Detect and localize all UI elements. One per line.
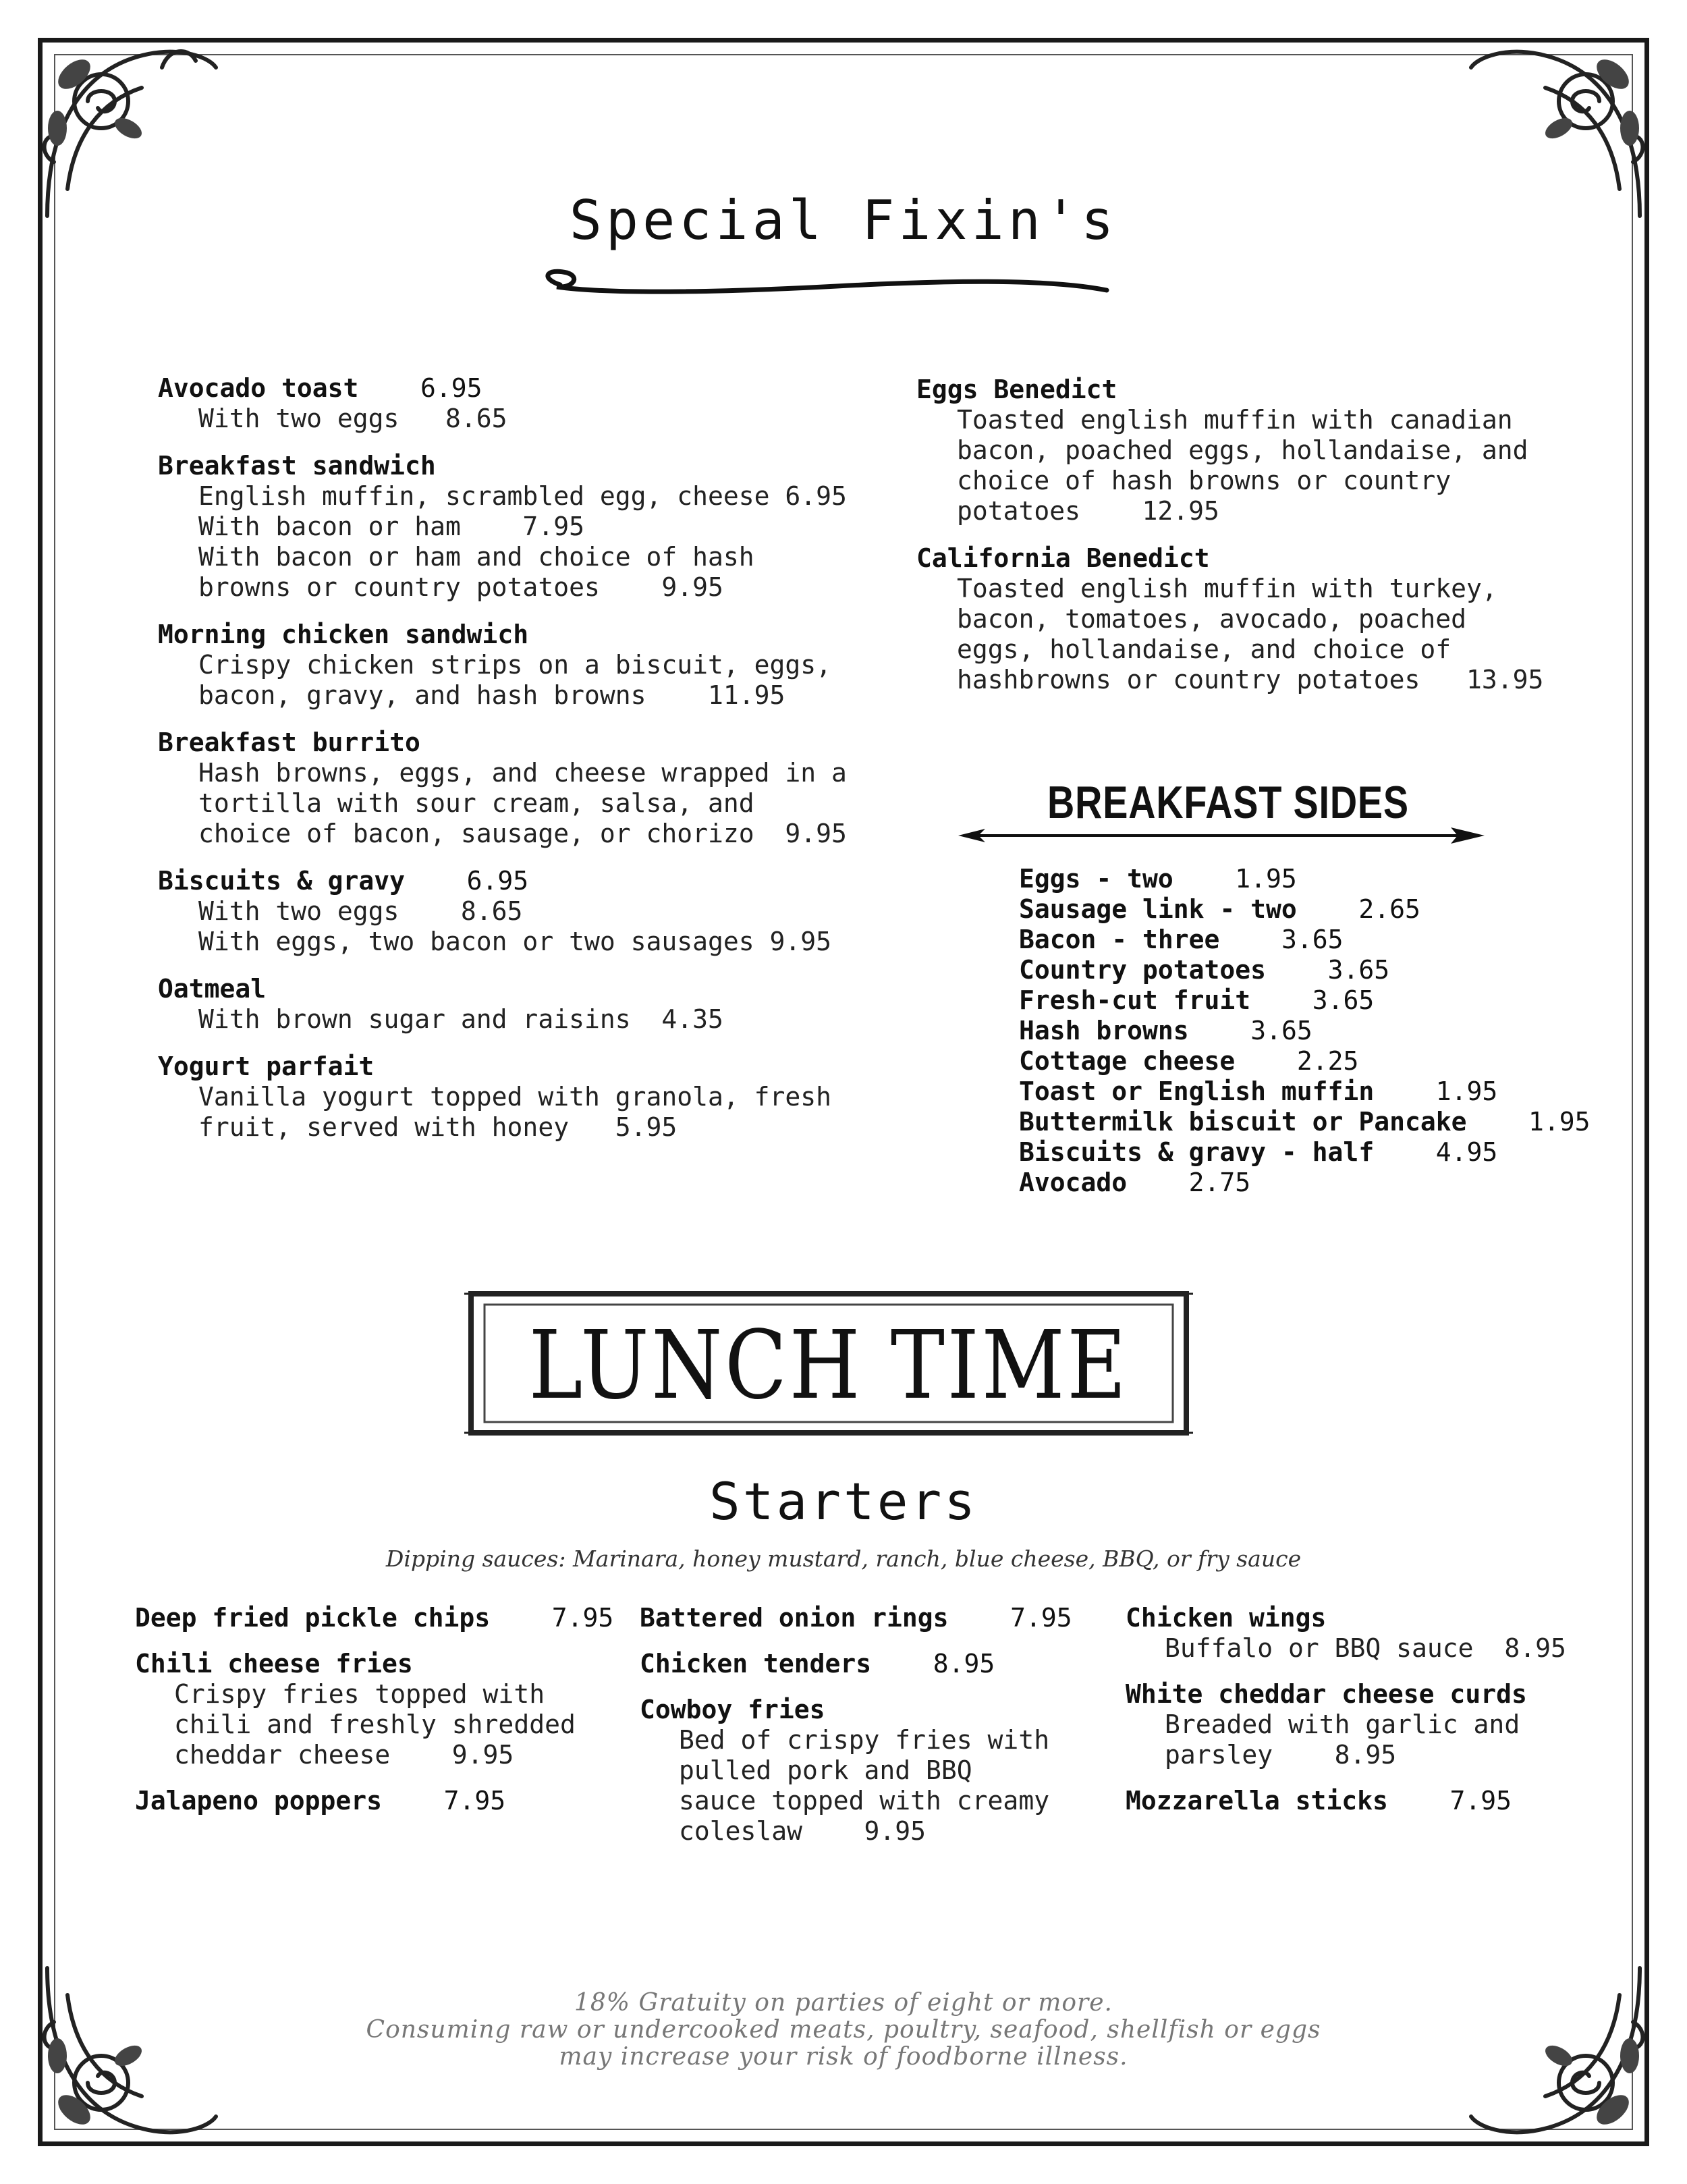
menu-item	[135, 1785, 613, 1816]
item-description: pulled pork and BBQ	[679, 1755, 972, 1785]
side-name: Hash browns	[1019, 1016, 1189, 1045]
item-description: fruit, served with honey 5.95	[198, 1112, 677, 1142]
item-description: browns or country potatoes 9.95	[198, 572, 723, 602]
item-name: Oatmeal	[158, 974, 267, 1004]
special-left-column	[158, 373, 900, 1159]
breakfast-sides-list	[1019, 864, 1591, 1198]
item-name: California Benedict	[916, 543, 1210, 573]
special-right-column	[916, 374, 1591, 711]
item-description: With bacon or ham and choice of hash	[198, 542, 754, 572]
side-price: 1.95	[1235, 864, 1297, 894]
side-item	[1019, 955, 1591, 985]
side-price: 3.65	[1281, 925, 1344, 954]
item-name: Battered onion rings	[640, 1603, 949, 1633]
side-name: Buttermilk biscuit or Pancake	[1019, 1107, 1467, 1137]
side-price: 3.65	[1327, 955, 1390, 985]
starters-column-1	[135, 1602, 613, 1831]
side-price: 4.95	[1435, 1137, 1498, 1167]
menu-item	[135, 1602, 613, 1633]
item-name: White cheddar cheese curds	[1126, 1679, 1527, 1709]
side-price: 1.95	[1435, 1076, 1498, 1106]
side-name: Biscuits & gravy - half	[1019, 1137, 1375, 1167]
side-price: 1.95	[1528, 1107, 1591, 1137]
item-name: Morning chicken sandwich	[158, 620, 529, 649]
item-name: Eggs Benedict	[916, 375, 1117, 404]
side-name: Bacon - three	[1019, 925, 1220, 954]
menu-item	[1126, 1678, 1566, 1770]
item-name: Avocado toast	[158, 373, 359, 403]
item-name: Mozzarella sticks	[1126, 1786, 1388, 1816]
item-description: Buffalo or BBQ sauce 8.95	[1165, 1633, 1566, 1663]
side-item	[1019, 1107, 1591, 1137]
item-description: eggs, hollandaise, and choice of	[957, 634, 1451, 664]
side-price: 3.65	[1312, 985, 1375, 1015]
side-item	[1019, 1016, 1591, 1046]
item-name: Cowboy fries	[640, 1695, 825, 1724]
side-name: Cottage cheese	[1019, 1046, 1236, 1076]
side-item	[1019, 894, 1591, 925]
item-price: 7.95	[551, 1603, 614, 1633]
side-name: Avocado	[1019, 1168, 1128, 1197]
menu-item	[158, 727, 900, 849]
item-price: 6.95	[466, 866, 529, 896]
item-name: Breakfast sandwich	[158, 451, 436, 481]
item-name: Chili cheese fries	[135, 1649, 413, 1678]
side-item	[1019, 1137, 1591, 1168]
item-name: Breakfast burrito	[158, 728, 420, 757]
item-name: Chicken wings	[1126, 1603, 1327, 1633]
sides-arrow-divider	[951, 822, 1491, 849]
starters-column-2	[640, 1602, 1072, 1861]
item-name: Jalapeno poppers	[135, 1786, 383, 1816]
side-name: Fresh-cut fruit	[1019, 985, 1251, 1015]
item-description: Crispy fries topped with	[174, 1679, 545, 1709]
item-description: tortilla with sour cream, salsa, and	[198, 788, 754, 818]
item-description: choice of hash browns or country	[957, 466, 1451, 495]
side-price: 2.65	[1358, 894, 1420, 924]
item-description: English muffin, scrambled egg, cheese 6.95	[198, 481, 847, 511]
item-description: Crispy chicken strips on a biscuit, eggs,	[198, 650, 831, 680]
menu-item	[158, 973, 900, 1035]
item-name: Yogurt parfait	[158, 1052, 375, 1081]
item-name: Chicken tenders	[640, 1649, 872, 1678]
item-description: With two eggs 8.65	[198, 896, 523, 926]
item-description: With brown sugar and raisins 4.35	[198, 1004, 723, 1034]
item-description: sauce topped with creamy	[679, 1786, 1050, 1816]
menu-item	[158, 373, 900, 434]
item-description: With eggs, two bacon or two sausages 9.95	[198, 927, 831, 956]
special-fixins-title: Special Fixin's	[569, 189, 1118, 252]
item-description: potatoes 12.95	[957, 496, 1219, 526]
item-price: 7.95	[1010, 1603, 1072, 1633]
item-description: Breaded with garlic and	[1165, 1710, 1520, 1739]
side-price: 2.75	[1188, 1168, 1251, 1197]
food-safety-warning-2: may increase your risk of foodborne illness.	[559, 2043, 1128, 2071]
menu-item	[1126, 1602, 1566, 1664]
item-description: bacon, poached eggs, hollandaise, and	[957, 435, 1528, 465]
item-price: 6.95	[420, 373, 482, 403]
item-price: 7.95	[443, 1786, 506, 1816]
food-safety-warning-1: Consuming raw or undercooked meats, poultry, seafood, shellfish or eggs	[366, 2016, 1321, 2044]
item-description: Bed of crispy fries with	[679, 1725, 1050, 1755]
item-description: hashbrowns or country potatoes 13.95	[957, 665, 1544, 694]
menu-item	[158, 1051, 900, 1143]
side-item	[1019, 864, 1591, 894]
item-description: bacon, gravy, and hash browns 11.95	[198, 680, 785, 710]
menu-item	[158, 450, 900, 603]
breakfast-sides-title: BREAKFAST SIDES	[1047, 777, 1409, 828]
menu-item	[916, 543, 1591, 695]
menu-item	[640, 1648, 1072, 1679]
side-item	[1019, 1168, 1591, 1198]
menu-item	[158, 619, 900, 711]
menu-item	[640, 1694, 1072, 1847]
dipping-sauces-note: Dipping sauces: Marinara, honey mustard, ranch, blue cheese, BBQ, or fry sauce	[385, 1546, 1302, 1572]
side-name: Sausage link - two	[1019, 894, 1297, 924]
item-name: Deep fried pickle chips	[135, 1603, 491, 1633]
item-price: 8.95	[933, 1649, 995, 1678]
side-price: 3.65	[1250, 1016, 1312, 1045]
side-item	[1019, 1046, 1591, 1076]
side-price: 2.25	[1296, 1046, 1359, 1076]
item-price: 7.95	[1449, 1786, 1512, 1816]
item-description: Vanilla yogurt topped with granola, fresh	[198, 1082, 831, 1112]
lunch-time-title: LUNCH TIME	[528, 1311, 1129, 1421]
side-name: Country potatoes	[1019, 955, 1267, 985]
starters-column-3	[1126, 1602, 1566, 1831]
item-description: bacon, tomatoes, avocado, poached	[957, 604, 1466, 634]
menu-item	[158, 865, 900, 957]
side-item	[1019, 985, 1591, 1016]
starters-title: Starters	[709, 1471, 978, 1531]
item-description: With bacon or ham 7.95	[198, 512, 584, 541]
item-description: Toasted english muffin with canadian	[957, 405, 1513, 435]
menu-item	[640, 1602, 1072, 1633]
item-description: Hash browns, eggs, and cheese wrapped in a	[198, 758, 847, 788]
item-description: parsley 8.95	[1165, 1740, 1397, 1770]
side-item	[1019, 925, 1591, 955]
item-name: Biscuits & gravy	[158, 866, 406, 896]
footer-notice	[0, 1990, 1687, 2071]
item-description: Toasted english muffin with turkey,	[957, 574, 1497, 603]
menu-item	[916, 374, 1591, 526]
title-swash-divider	[533, 265, 1140, 312]
item-description: With two eggs 8.65	[198, 404, 507, 433]
item-description: cheddar cheese 9.95	[174, 1740, 514, 1770]
item-description: chili and freshly shredded	[174, 1710, 576, 1739]
gratuity-note: 18% Gratuity on parties of eight or more.	[574, 1989, 1113, 2017]
item-description: choice of bacon, sausage, or chorizo 9.95	[198, 819, 847, 848]
menu-item	[135, 1648, 613, 1770]
side-name: Toast or English muffin	[1019, 1076, 1375, 1106]
item-description: coleslaw 9.95	[679, 1816, 927, 1846]
menu-item	[1126, 1785, 1566, 1816]
side-name: Eggs - two	[1019, 864, 1173, 894]
side-item	[1019, 1076, 1591, 1107]
